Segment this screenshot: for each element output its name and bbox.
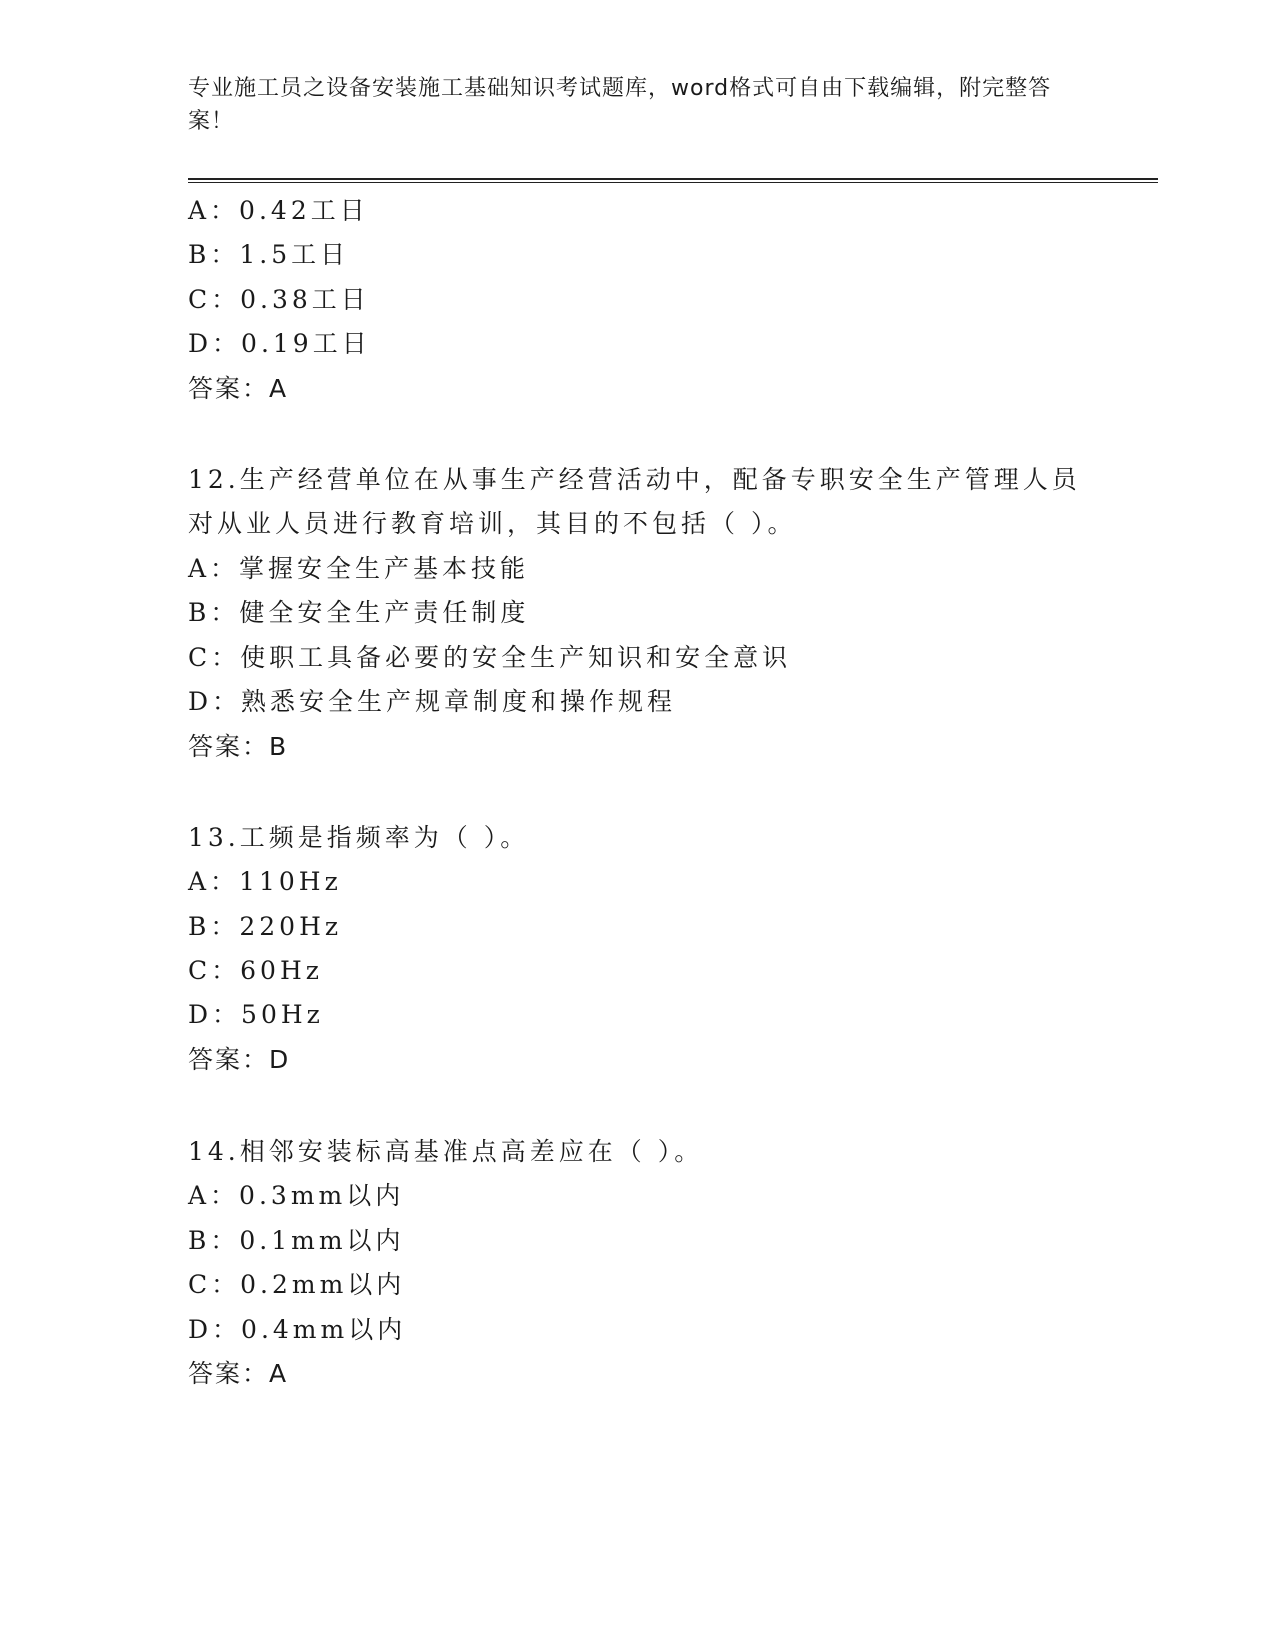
q14-option-a: A：0.3mm以内 [188,1181,405,1210]
q13-answer: 答案：D [188,1045,291,1074]
page-header: 专业施工员之设备安装施工基础知识考试题库，word格式可自由下载编辑，附完整答案！ [188,76,1052,134]
q13-option-d: D：50Hz [188,1000,324,1029]
q14-stem: 14.相邻安装标高基准点高差应在（ ）。 [188,1137,704,1166]
q12-option-b: B：健全安全生产责任制度 [188,598,530,627]
q11-option-b: B：1.5工日 [188,240,350,269]
q12-option-d: D：熟悉安全生产规章制度和操作规程 [188,687,677,716]
q13-option-a: A：110Hz [188,867,342,896]
q11-option-a: A：0.42工日 [188,196,369,225]
header-divider [188,178,1158,183]
q12-answer: 答案：B [188,732,289,761]
q14-option-d: D：0.4mm以内 [188,1315,407,1344]
q13-option-c: C：60Hz [188,956,323,985]
q12-stem-line1: 12.生产经营单位在从事生产经营活动中，配备专职安全生产管理人员 [188,465,1081,494]
q12-option-c: C：使职工具备必要的安全生产知识和安全意识 [188,643,792,672]
q14-option-c: C：0.2mm以内 [188,1270,406,1299]
q11-option-d: D：0.19工日 [188,329,371,358]
q14-option-b: B：0.1mm以内 [188,1226,405,1255]
q13-option-b: B：220Hz [188,912,343,941]
q13-stem: 13.工频是指频率为（ ）。 [188,823,530,852]
q11-answer: 答案：A [188,374,289,403]
q12-stem-line2: 对从业人员进行教育培训，其目的不包括（ ）。 [188,509,797,538]
q12-option-a: A：掌握安全生产基本技能 [188,554,530,583]
q11-option-c: C：0.38工日 [188,285,370,314]
q14-answer: 答案：A [188,1359,289,1388]
